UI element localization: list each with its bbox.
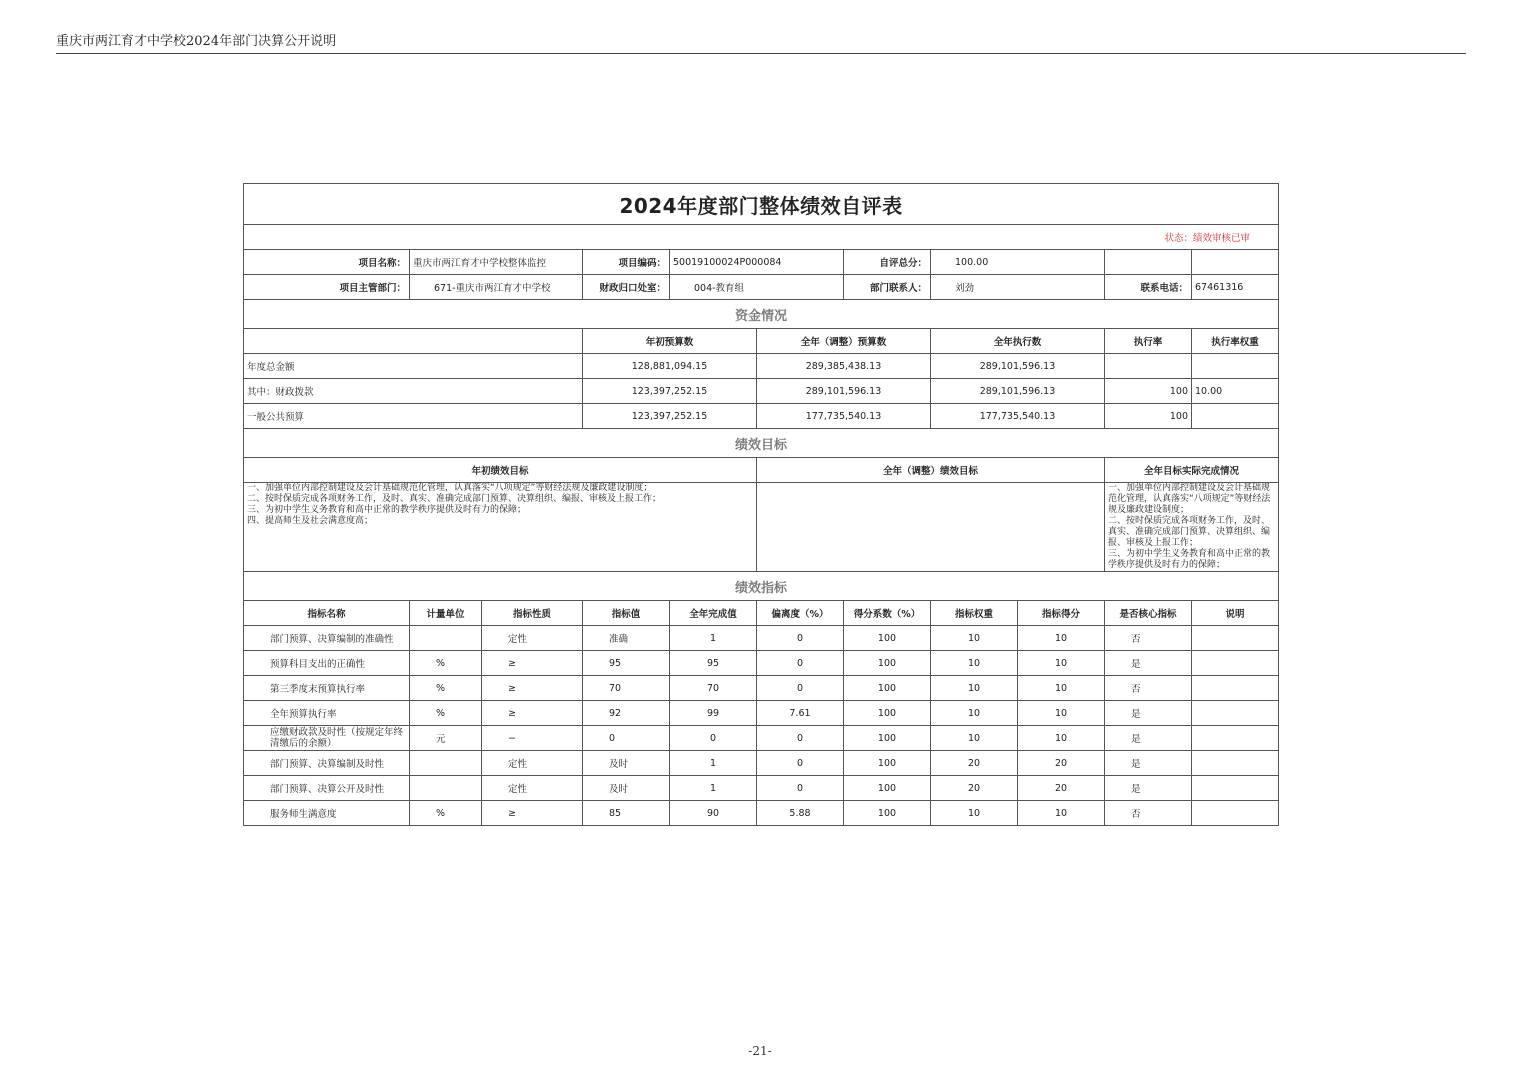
indicator-row	[244, 801, 1279, 826]
goals-content-row	[244, 483, 1279, 572]
indicator-deviation: 0	[757, 676, 844, 701]
indicator-score: 20	[1018, 776, 1105, 801]
funds-executed-value: 289,101,596.13	[931, 379, 1105, 404]
status-text: 状态：绩效审核已审	[244, 225, 1279, 250]
indicator-name: 预算科目支出的正确性	[244, 651, 410, 676]
indicator-name: 全年预算执行率	[244, 701, 410, 726]
indicator-weight: 10	[931, 701, 1018, 726]
indicator-core-flag: 是	[1105, 651, 1192, 676]
indicator-actual: 1	[670, 626, 757, 651]
funds-adjusted-value: 177,735,540.13	[757, 404, 931, 429]
indicator-core-flag: 否	[1105, 801, 1192, 826]
funds-rate-value	[1105, 354, 1192, 379]
indicator-coefficient: 100	[844, 801, 931, 826]
indicator-score: 10	[1018, 801, 1105, 826]
indicator-actual: 95	[670, 651, 757, 676]
indicator-deviation: 0	[757, 626, 844, 651]
funds-rate-value: 100	[1105, 404, 1192, 429]
indicator-score: 20	[1018, 751, 1105, 776]
indicator-core-flag: 是	[1105, 701, 1192, 726]
indicator-target: 及时	[583, 751, 670, 776]
indicator-row	[244, 726, 1279, 751]
indicator-target: 95	[583, 651, 670, 676]
indicator-unit	[410, 776, 482, 801]
indicator-name: 服务师生满意度	[244, 801, 410, 826]
indicator-weight: 10	[931, 801, 1018, 826]
indicator-header: 偏离度（%）	[757, 601, 844, 626]
funds-section-title: 资金情况	[244, 300, 1279, 329]
funds-initial-value: 123,397,252.15	[583, 404, 757, 429]
indicator-nature: 定性	[482, 626, 583, 651]
indicator-note	[1192, 651, 1279, 676]
funds-row	[244, 404, 1279, 429]
phone-label: 联系电话：	[1105, 275, 1192, 300]
indicator-weight: 20	[931, 776, 1018, 801]
indicator-header: 说明	[1192, 601, 1279, 626]
indicator-row	[244, 776, 1279, 801]
indicator-nature: 定性	[482, 751, 583, 776]
indicator-score: 10	[1018, 701, 1105, 726]
indicator-note	[1192, 801, 1279, 826]
funds-header: 年初预算数	[583, 329, 757, 354]
indicator-deviation: 0	[757, 726, 844, 751]
indicator-deviation: 7.61	[757, 701, 844, 726]
indicator-unit	[410, 751, 482, 776]
indicator-coefficient: 100	[844, 701, 931, 726]
score-value: 100.00	[931, 250, 1105, 275]
adjusted-goals-text	[757, 483, 1105, 572]
indicator-nature: ≥	[482, 801, 583, 826]
initial-goals-text: 一、加强单位内部控制建设及会计基础规范化管理，认真落实“八项规定”等财经法规及廉政建设制度； 二、按时保质完成各项财务工作，及时、真实、准确完成部门预算、决算组织、编报、审核及上报工作； 三、为初中学生义务教育和高中正常的教学秩序提供及时有力的保障； 四、提高师生及社会满意度高；	[244, 483, 757, 572]
indicator-coefficient: 100	[844, 651, 931, 676]
empty-cell	[244, 329, 583, 354]
goals-header: 全年目标实际完成情况	[1105, 458, 1279, 483]
indicator-note	[1192, 751, 1279, 776]
indicator-weight: 10	[931, 726, 1018, 751]
funds-header: 执行率	[1105, 329, 1192, 354]
indicator-name: 部门预算、决算公开及时性	[244, 776, 410, 801]
indicator-header: 全年完成值	[670, 601, 757, 626]
indicator-unit: %	[410, 651, 482, 676]
project-name-label: 项目名称：	[244, 250, 410, 275]
indicator-row	[244, 701, 1279, 726]
indicator-note	[1192, 626, 1279, 651]
indicator-unit: %	[410, 801, 482, 826]
form-title: 2024年度部门整体绩效自评表	[244, 184, 1279, 225]
performance-evaluation-table	[243, 183, 1279, 826]
contact-label: 部门联系人：	[844, 275, 931, 300]
indicator-coefficient: 100	[844, 776, 931, 801]
indicator-nature: ≥	[482, 676, 583, 701]
indicator-note	[1192, 701, 1279, 726]
indicator-deviation: 0	[757, 651, 844, 676]
indicator-weight: 20	[931, 751, 1018, 776]
indicator-nature: 定性	[482, 776, 583, 801]
funds-row-name: 一般公共预算	[244, 404, 583, 429]
indicator-weight: 10	[931, 651, 1018, 676]
funds-header: 全年执行数	[931, 329, 1105, 354]
header-rule	[56, 53, 1466, 54]
indicator-actual: 90	[670, 801, 757, 826]
indicator-header: 得分系数（%）	[844, 601, 931, 626]
indicator-actual: 99	[670, 701, 757, 726]
indicator-row	[244, 626, 1279, 651]
empty-cell	[1105, 250, 1192, 275]
funds-row-name: 年度总金额	[244, 354, 583, 379]
dept-value: 671-重庆市两江育才中学校	[410, 275, 583, 300]
indicator-row	[244, 676, 1279, 701]
page-header: 重庆市两江育才中学校2024年部门决算公开说明	[56, 34, 337, 49]
funds-executed-value: 289,101,596.13	[931, 354, 1105, 379]
goals-section-title: 绩效目标	[244, 429, 1279, 458]
indicator-coefficient: 100	[844, 726, 931, 751]
finance-office-label: 财政归口处室：	[583, 275, 670, 300]
indicator-note	[1192, 776, 1279, 801]
goals-header: 全年（调整）绩效目标	[757, 458, 1105, 483]
indicators-header-row	[244, 601, 1279, 626]
indicator-header: 指标名称	[244, 601, 410, 626]
page-number: -21-	[748, 1044, 772, 1058]
indicator-core-flag: 否	[1105, 676, 1192, 701]
project-code-label: 项目编码：	[583, 250, 670, 275]
indicator-target: 85	[583, 801, 670, 826]
funds-initial-value: 128,881,094.15	[583, 354, 757, 379]
indicator-score: 10	[1018, 651, 1105, 676]
phone-value: 67461316	[1192, 275, 1279, 300]
indicator-core-flag: 是	[1105, 726, 1192, 751]
indicator-header: 指标值	[583, 601, 670, 626]
indicator-actual: 70	[670, 676, 757, 701]
indicator-score: 10	[1018, 626, 1105, 651]
indicator-coefficient: 100	[844, 751, 931, 776]
empty-cell	[1192, 250, 1279, 275]
funds-row-name: 其中：财政拨款	[244, 379, 583, 404]
indicator-target: 92	[583, 701, 670, 726]
indicator-coefficient: 100	[844, 626, 931, 651]
indicator-row	[244, 651, 1279, 676]
indicator-unit: %	[410, 676, 482, 701]
indicator-deviation: 5.88	[757, 801, 844, 826]
funds-weight-value	[1192, 354, 1279, 379]
score-label: 自评总分：	[844, 250, 931, 275]
indicator-deviation: 0	[757, 751, 844, 776]
funds-header: 执行率权重	[1192, 329, 1279, 354]
indicator-unit: 元	[410, 726, 482, 751]
indicator-actual: 1	[670, 751, 757, 776]
indicator-header: 是否核心指标	[1105, 601, 1192, 626]
project-name-value: 重庆市两江育才中学校整体监控	[410, 250, 583, 275]
funds-row	[244, 379, 1279, 404]
indicator-name: 应缴财政款及时性（按规定年终清缴后的余额）	[244, 726, 410, 751]
indicator-weight: 10	[931, 676, 1018, 701]
indicator-weight: 10	[931, 626, 1018, 651]
indicator-coefficient: 100	[844, 676, 931, 701]
indicator-target: 70	[583, 676, 670, 701]
funds-header-row	[244, 329, 1279, 354]
indicator-name: 部门预算、决算编制及时性	[244, 751, 410, 776]
actual-goals-text: 一、加强单位内部控制建设及会计基础规范化管理，认真落实“八项规定”等财经法规及廉政建设制度； 二、按时保质完成各项财务工作，及时、真实、准确完成部门预算、决算组织、编报、审核及上报工作； 三、为初中学生义务教育和高中正常的教学秩序提供及时有力的保障；	[1105, 483, 1279, 572]
indicator-header: 指标性质	[482, 601, 583, 626]
funds-header: 全年（调整）预算数	[757, 329, 931, 354]
indicator-core-flag: 否	[1105, 626, 1192, 651]
dept-label: 项目主管部门：	[244, 275, 410, 300]
funds-executed-value: 177,735,540.13	[931, 404, 1105, 429]
indicator-nature: ≥	[482, 651, 583, 676]
indicator-note	[1192, 726, 1279, 751]
goals-header-row	[244, 458, 1279, 483]
indicator-row	[244, 751, 1279, 776]
funds-rate-value: 100	[1105, 379, 1192, 404]
indicator-unit: %	[410, 701, 482, 726]
goals-header: 年初绩效目标	[244, 458, 757, 483]
indicator-core-flag: 是	[1105, 751, 1192, 776]
indicator-header: 计量单位	[410, 601, 482, 626]
contact-value: 刘劲	[931, 275, 1105, 300]
indicator-target: 准确	[583, 626, 670, 651]
funds-adjusted-value: 289,101,596.13	[757, 379, 931, 404]
indicator-actual: 1	[670, 776, 757, 801]
indicator-core-flag: 是	[1105, 776, 1192, 801]
indicator-name: 部门预算、决算编制的准确性	[244, 626, 410, 651]
funds-row	[244, 354, 1279, 379]
indicator-header: 指标权重	[931, 601, 1018, 626]
indicator-actual: 0	[670, 726, 757, 751]
indicator-header: 指标得分	[1018, 601, 1105, 626]
funds-initial-value: 123,397,252.15	[583, 379, 757, 404]
indicator-deviation: 0	[757, 776, 844, 801]
indicator-target: 0	[583, 726, 670, 751]
finance-office-value: 004-教育组	[670, 275, 844, 300]
indicator-score: 10	[1018, 676, 1105, 701]
funds-weight-value	[1192, 404, 1279, 429]
funds-weight-value: 10.00	[1192, 379, 1279, 404]
indicator-score: 10	[1018, 726, 1105, 751]
indicator-target: 及时	[583, 776, 670, 801]
funds-adjusted-value: 289,385,438.13	[757, 354, 931, 379]
indicator-unit	[410, 626, 482, 651]
project-code-value: 50019100024P000084	[670, 250, 844, 275]
indicators-section-title: 绩效指标	[244, 572, 1279, 601]
indicator-name: 第三季度末预算执行率	[244, 676, 410, 701]
indicator-nature: ≥	[482, 701, 583, 726]
indicator-nature: −	[482, 726, 583, 751]
indicator-note	[1192, 676, 1279, 701]
